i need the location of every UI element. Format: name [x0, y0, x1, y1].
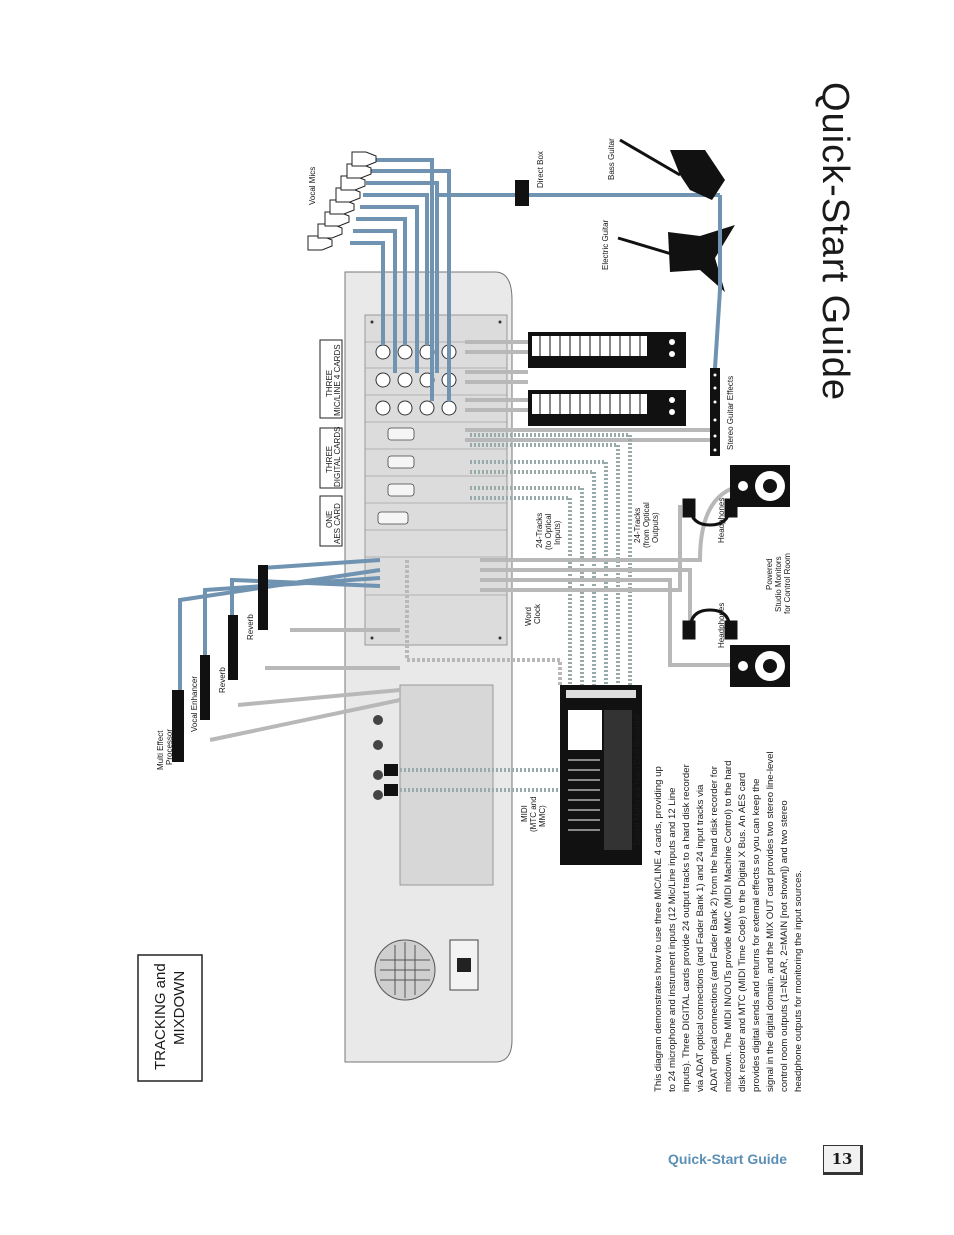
description-line: disk recorder and MTC (MIDI Time Code) to the Digital X Bus. An AES card	[737, 772, 748, 1092]
label-one-aes-1: ONE	[325, 510, 334, 528]
section-title-box	[138, 955, 202, 1081]
reverb-2	[258, 565, 268, 630]
reverb-1	[228, 615, 238, 680]
description-line: headphone outputs for monitoring the input sources.	[793, 870, 804, 1092]
label-midi-1: MIDI	[520, 805, 529, 822]
stereo-guitar-effects	[710, 368, 720, 456]
label-word-clock-2: Clock	[533, 603, 542, 624]
direct-box	[437, 180, 720, 206]
label-midi-2: (MTC and	[529, 796, 538, 832]
label-tracks-to-2: (to Optical	[544, 513, 553, 550]
section-title-line2: MIXDOWN	[171, 970, 188, 1045]
description	[653, 751, 804, 1092]
vocal-mics	[308, 152, 376, 250]
label-reverb-1: Reverb	[218, 667, 227, 693]
label-headphones-1: Headphones	[717, 497, 726, 543]
electric-guitar	[618, 225, 735, 292]
label-monitors-1: Powered	[765, 558, 774, 590]
label-monitors-2: Studio Monitors	[774, 556, 783, 612]
label-electric-guitar: Electric Guitar	[601, 219, 610, 270]
label-headphones-2: Headphones	[717, 602, 726, 648]
label-stereo-guitar-effects: Stereo Guitar Effects	[726, 375, 735, 450]
label-one-aes-2: AES CARD	[333, 503, 342, 544]
label-direct-box: Direct Box	[536, 151, 545, 188]
label-three-digital-2: DIGITAL CARDS	[333, 426, 342, 487]
label-tracks-from-3: Outputs)	[651, 512, 660, 543]
midi-label	[520, 796, 547, 832]
header-title: Quick-Start Guide	[814, 82, 856, 401]
label-tracks-from-2: (from Optical	[642, 502, 651, 548]
label-midi-3: MMC)	[538, 805, 547, 827]
label-word-clock-1: Word	[524, 607, 533, 626]
label-multi-effect-1: Multi Effect	[156, 730, 165, 770]
label-three-mic-line-1: THREE	[325, 369, 334, 397]
page-number: 13	[823, 1145, 863, 1175]
description-line: inputs). Three DIGITAL cards provide 24 output tracks to a hard disk recorder	[681, 764, 692, 1092]
description-line: ADAT optical connections (and Fader Bank 2) from the hard disk recorder for	[709, 766, 720, 1092]
studio-monitor-1	[730, 465, 790, 507]
label-reverb-2: Reverb	[246, 614, 255, 640]
label-three-mic-line-2: MIC/LINE 4 CARDS	[333, 344, 342, 416]
card-labels	[320, 340, 342, 546]
tracks-labels	[535, 502, 660, 550]
label-tracks-from-1: 24-Tracks	[633, 507, 642, 543]
hard-disk-recorder	[560, 685, 642, 865]
section-title-line1: TRACKING and	[152, 963, 169, 1070]
label-multi-effect-2: Processor	[165, 728, 174, 765]
keyboards	[528, 332, 686, 426]
description-line: via ADAT optical connections (and Fader Bank 1) and 24 input tracks via	[695, 784, 706, 1092]
studio-monitor-2	[730, 645, 790, 687]
label-bass-guitar: Bass Guitar	[607, 138, 616, 180]
label-three-digital-1: THREE	[325, 445, 334, 473]
label-tracks-to-1: 24-Tracks	[535, 512, 544, 548]
vocal-enhancer	[200, 655, 210, 720]
label-tracks-to-3: Inputs)	[553, 520, 562, 545]
description-line: mixdown. The MIDI IN/OUTs provide MMC (MIDI Machine Control) to the hard	[723, 760, 734, 1092]
footer-title: Quick-Start Guide	[668, 1151, 788, 1167]
label-vocal-mics: Vocal Mics	[308, 166, 317, 205]
bass-guitar	[620, 140, 725, 200]
description-line: provides digital sends and returns for external effects so you can keep the	[751, 778, 762, 1092]
description-line: control room outputs (1=NEAR, 2=MAIN [not shown]) and two stereo	[779, 800, 790, 1092]
label-recorder: Digital Multitrack Hard Disk Recorder	[633, 713, 642, 845]
description-line: This diagram demonstrates how to use three MIC/LINE 4 cards, providing up	[653, 766, 664, 1092]
powered-monitors-label	[765, 553, 792, 614]
description-line: signal in the digital domain, and the MIX OUT card provides two stereo line-level	[765, 751, 776, 1092]
description-line: to 24 microphone and instrument inputs (12 Mic/Line inputs and 12 Line	[667, 787, 678, 1092]
label-monitors-3: for Control Room	[783, 553, 792, 614]
label-vocal-enhancer: Vocal Enhancer	[190, 675, 199, 732]
